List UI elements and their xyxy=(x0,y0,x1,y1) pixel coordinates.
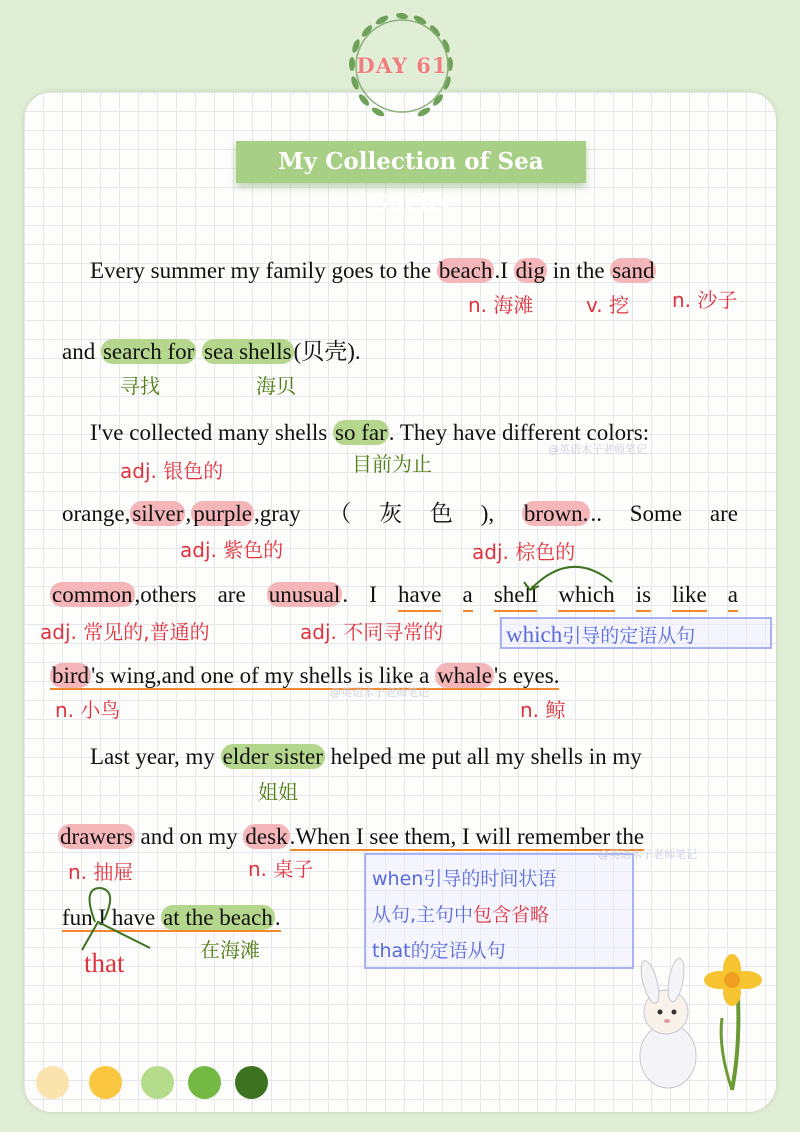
watermark: @英语木子老师笔记 xyxy=(548,443,647,456)
word-sand: sand xyxy=(612,258,655,283)
word-bird: bird xyxy=(52,663,90,688)
note-purple: adj. 紫色的 xyxy=(180,538,284,562)
page-title: My Collection of Sea Shells xyxy=(236,141,586,183)
note-at-the-beach: 在海滩 xyxy=(200,938,260,962)
phrase-at-the-beach: at the beach xyxy=(163,905,273,930)
note-drawers: n. 抽屉 xyxy=(68,860,134,884)
phrase-so-far: so far xyxy=(335,420,387,445)
color-dot-yellow xyxy=(89,1066,122,1099)
text-line-6: bird's wing,and one of my shells is like a whale's eyes. xyxy=(52,663,560,688)
watermark: @英语木子老师笔记 xyxy=(598,848,697,861)
text-line-1: Every summer my family goes to the beach.I dig in the sand xyxy=(90,258,655,283)
word-beach: beach xyxy=(438,258,493,283)
color-dot-light-green xyxy=(141,1066,174,1099)
note-unusual: adj. 不同寻常的 xyxy=(300,620,444,644)
color-dot-cream xyxy=(36,1066,69,1099)
note-silver: adj. 银色的 xyxy=(120,459,224,483)
note-common: adj. 常见的,普通的 xyxy=(40,620,210,644)
word-purple: purple xyxy=(193,501,252,526)
note-dig: v. 挖 xyxy=(586,293,629,317)
day-label: DAY 61 xyxy=(356,53,448,78)
color-dot-green xyxy=(188,1066,221,1099)
when-clause-box: when引导的时间状语 从句,主句中包含省略 that的定语从句 xyxy=(364,853,634,969)
note-so-far: 目前为止 xyxy=(352,452,432,476)
note-whale: n. 鲸 xyxy=(520,698,566,722)
which-clause-box: which引导的定语从句 xyxy=(500,617,772,649)
word-drawers: drawers xyxy=(60,824,133,849)
word-whale: whale xyxy=(437,663,492,688)
note-beach: n. 海滩 xyxy=(468,293,534,317)
word-common: common xyxy=(52,582,133,607)
note-elder-sister: 姐姐 xyxy=(258,780,298,804)
phrase-search-for: search for xyxy=(102,339,195,364)
note-search-for: 寻找 xyxy=(120,374,160,398)
text-line-8: drawers and on my desk.When I see them, I will remember the xyxy=(60,824,645,849)
text-line-5: common,others are unusual. I have a shell which is like a xyxy=(50,580,738,612)
word-silver: silver xyxy=(132,501,184,526)
phrase-elder-sister: elder sister xyxy=(222,744,323,769)
note-sea-shells: 海贝 xyxy=(256,374,296,398)
word-dig: dig xyxy=(515,258,546,283)
text-line-4: orange,silver,purple,gray （ 灰 色 ), brown... Some are xyxy=(62,501,738,526)
note-desk: n. 桌子 xyxy=(248,857,314,881)
text-line-2: and search for sea shells(贝壳). xyxy=(62,339,361,364)
word-desk: desk xyxy=(245,824,288,849)
watermark: @英语木子老师笔记 xyxy=(330,686,429,699)
text-line-3: I've collected many shells so far. They have different colors: xyxy=(90,420,650,445)
note-that: that xyxy=(84,948,125,978)
color-dot-dark-green xyxy=(235,1066,268,1099)
bunny-illustration xyxy=(620,948,770,1098)
text-line-9: fun I have at the beach. xyxy=(62,905,281,930)
word-brown: brown. xyxy=(523,501,589,526)
phrase-sea-shells: sea shells xyxy=(204,339,292,364)
note-sand: n. 沙子 xyxy=(672,288,738,312)
word-unusual: unusual xyxy=(268,582,341,607)
note-brown: adj. 棕色的 xyxy=(472,540,576,564)
text-line-7: Last year, my elder sister helped me put all my shells in my xyxy=(90,744,642,769)
note-bird: n. 小鸟 xyxy=(55,698,121,722)
